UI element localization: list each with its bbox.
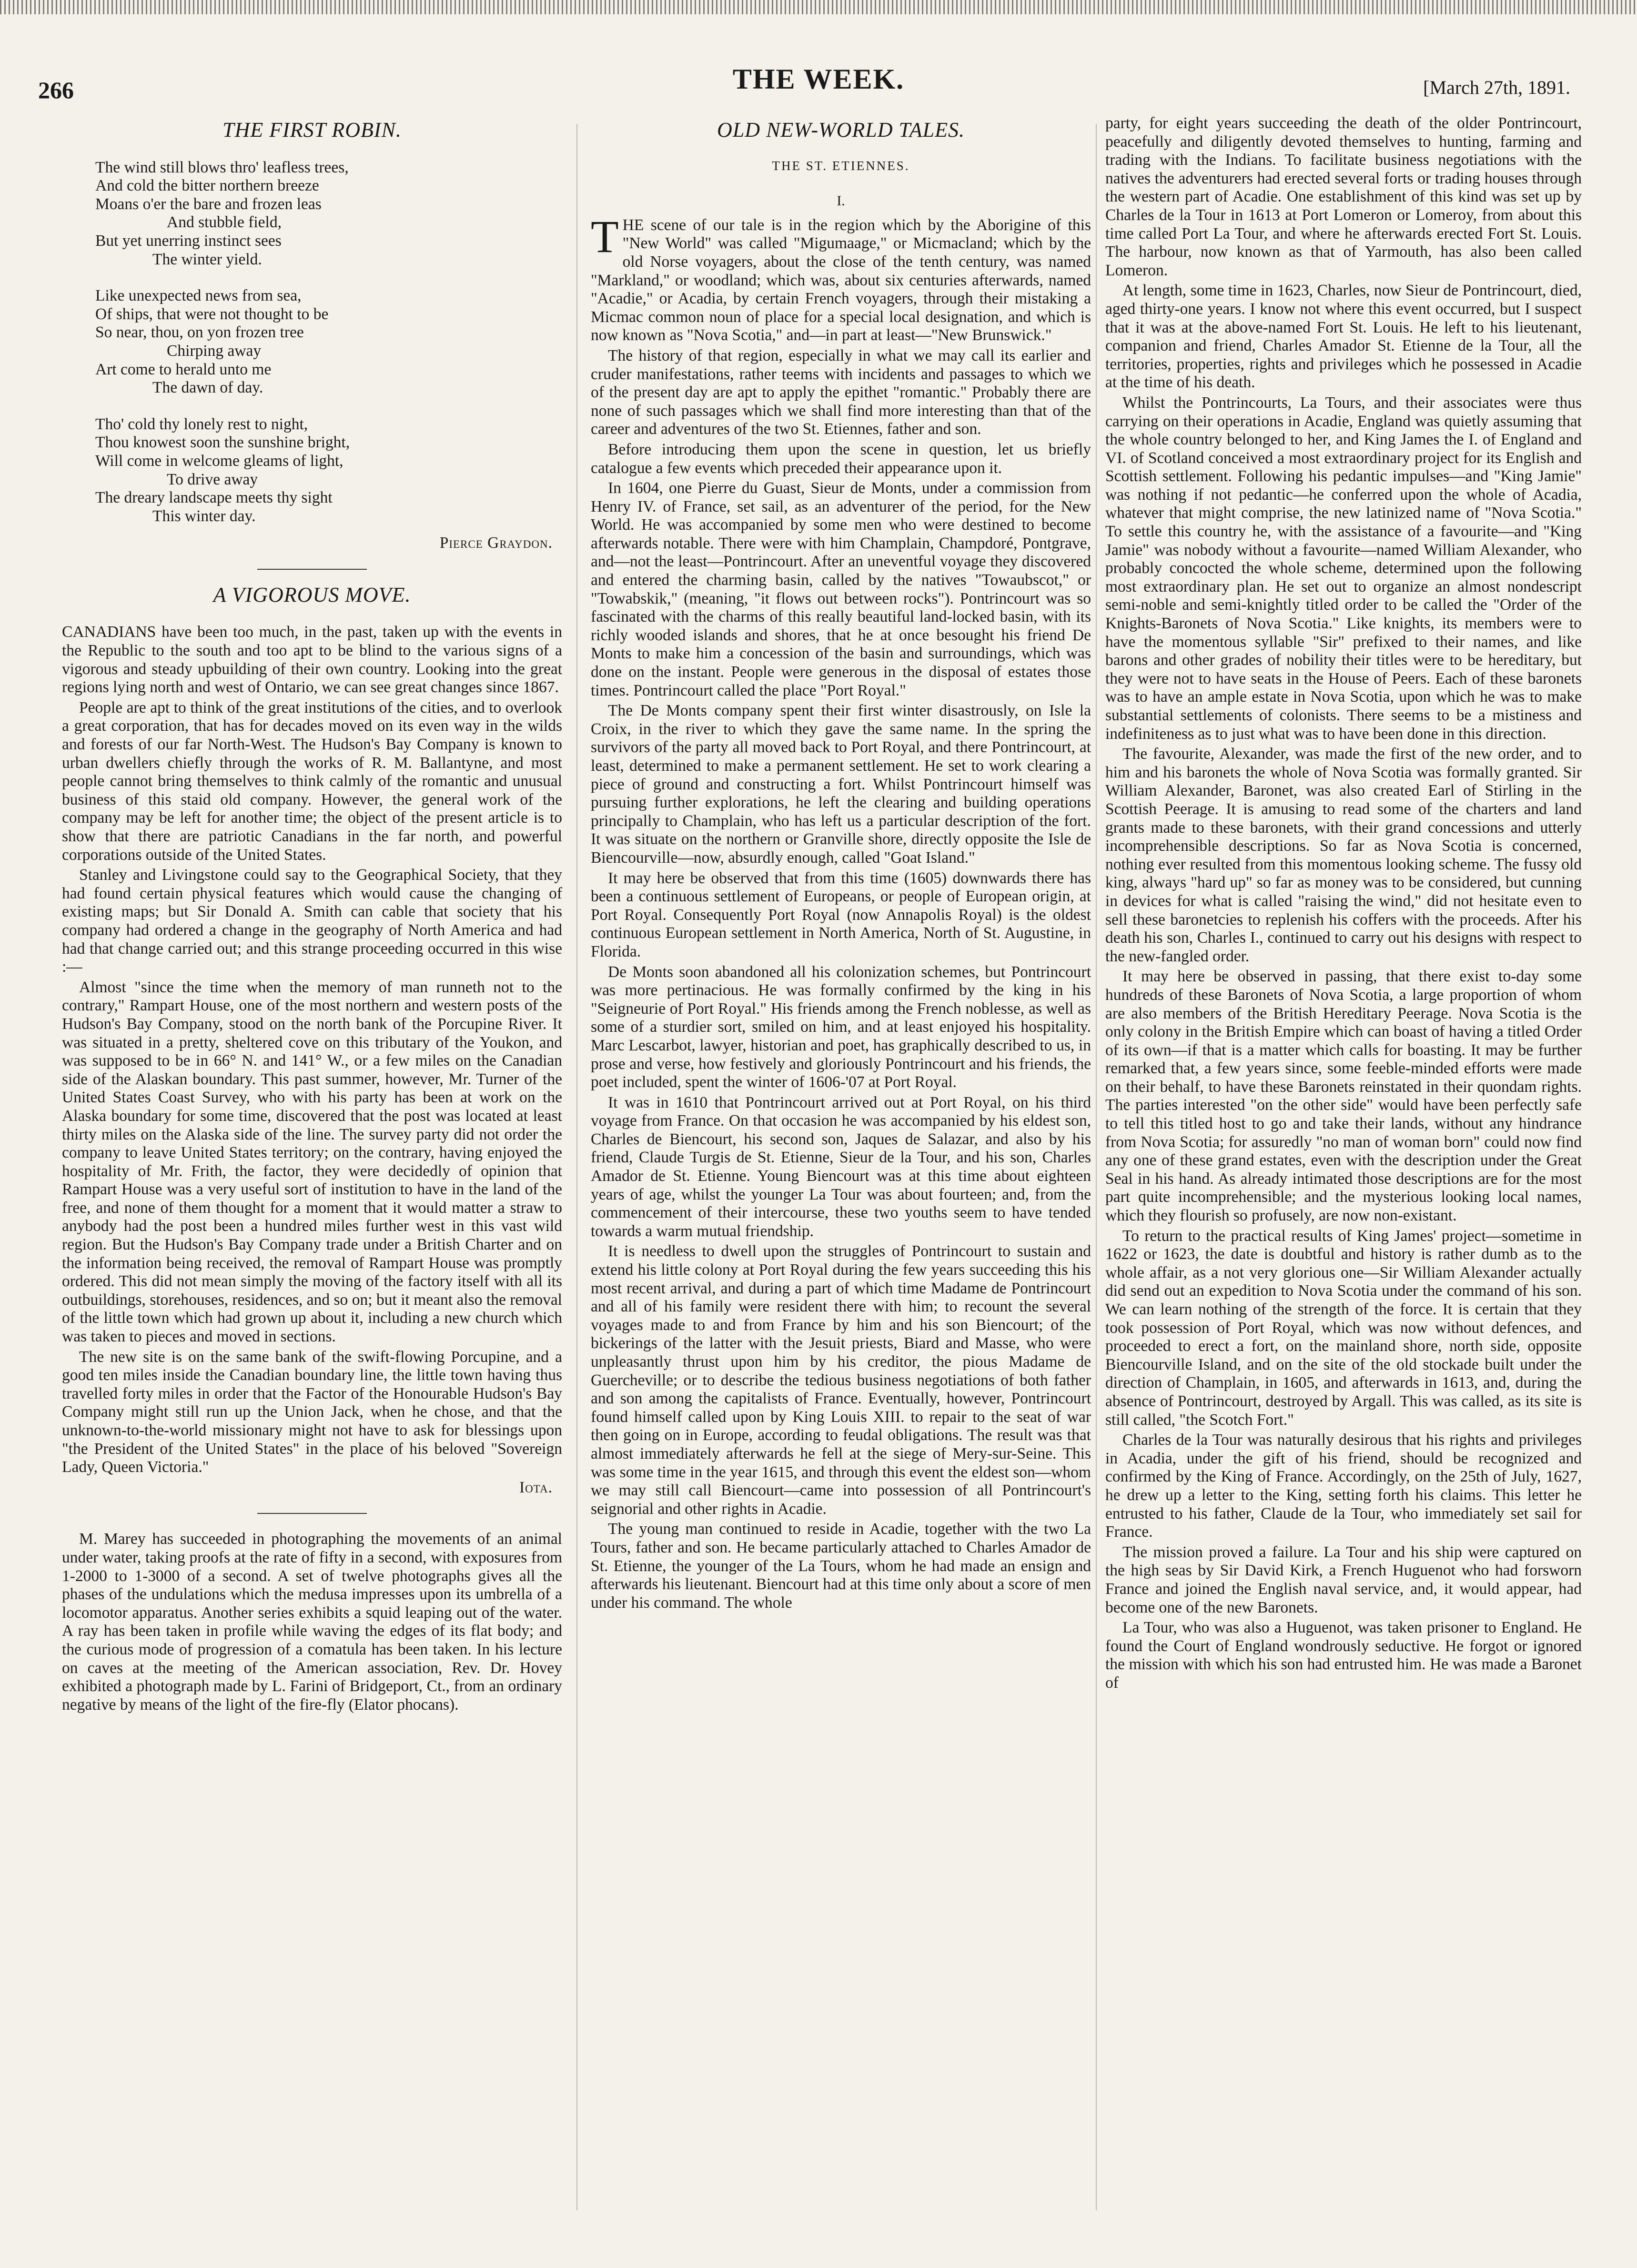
tales-paragraph: The mission proved a failure. La Tour and his ship were captured on the high seas by Sir David Kirk, a French Huguenot who had forsworn France and joined the English naval service, and, it would appear, had become one of the new Baronets. (1105, 1543, 1582, 1616)
poem-author: Pierce Graydon. (439, 534, 553, 552)
column-rule (576, 124, 577, 2210)
article-author: Iota. (519, 1478, 553, 1496)
section-number: I. (837, 193, 845, 209)
tales-paragraph: Before introducing them upon the scene in question, let us briefly catalogue a few events which preceded their appearance upon it. (591, 440, 1091, 477)
poem-stanza (95, 159, 562, 269)
page-number: 266 (38, 77, 74, 103)
tales-subtitle: THE ST. ETIENNES. (772, 158, 910, 173)
column-1 (62, 114, 562, 2220)
article-title: A VIGOROUS MOVE. (213, 583, 411, 606)
poem-line: So near, thou, on yon frozen tree (95, 323, 304, 342)
tales-paragraph: It may here be observed in passing, that there exist to-day some hundreds of these Baronets of Nova Scotia, a large proportion of whom are also members of the British Hereditary Peerage. Nova Scotia is the only colony in the British Empire which can boast of having a titled Order of its own—if that is a matter which calls for boasting. It may be further remarked that, a few years since, some feeble-minded efforts were made on their behalf, to have these Baronets reinstated in their quondam rights. The parties interested "on the other side" would have been perfectly safe to tell this titled host to go and take their lands, without any hindrance from Nova Scotia; for assuredly "no man of woman born" could now find any one of these grand estates, even with the description under the Great Seal in his hand. As already intimated those descriptions are for the most part quite incomprehensible; and the mysterious looking local names, which they flourish so profusely, are now non-existant. (1105, 968, 1582, 1225)
poem-stanza (95, 415, 562, 526)
tales-paragraph: It may here be observed that from this time (1605) downwards there has been a continuous settlement of Europeans, or people of European origin, at Port Royal. Consequently Port Royal (now Annapolis Royal) is the oldest continuous European settlement in North America, North of St. Augustine, in Florida. (591, 869, 1091, 960)
article-paragraph: Almost "since the time when the memory of man runneth not to the contrary," Rampart House, one of the most northern and western posts of the Hudson's Bay Company, stood on the north bank of the Porcupine River. It was situated in a pretty, sheltered cove on this tributary of the Youkon, and was supposed to be in 66° N. and 141° W., or a few miles on the Canadian side of the Alaskan boundary. This past summer, however, Mr. Turner of the United States Coast Survey, who with his party has been at work on the Alaska boundary for some time, discovered that the post was located at least thirty miles on the Alaska side of the line. The survey party did not order the company to leave United States territory; on the contrary, having enjoyed the hospitality of Mr. Frith, the factor, they were decidedly of opinion that Rampart House was a very useful sort of institution to have in the land of the free, and none of them thought for a moment that it would matter a straw to anybody had the post been a hundred miles further west in this vast wild region. But the Hudson's Bay Company trade under a British Charter and on the information being received, the removal of Rampart House was promptly ordered. This did not mean simply the moving of the factory itself with all its outbuildings, storehouses, residences, and so on; but it meant also the removal of the little town which had grown up about it, including a new church which was taken to pieces and moved in sections. (62, 978, 562, 1346)
tales-paragraph-text: HE scene of our tale is in the region which by the Aborigine of this "New World" was called "Migumaage," or Micmacland; which by the old Norse voyagers, about the close of the tenth century, was named "Markland," or woodland; which was, about six centuries afterwards, named "Acadie," or Acadia, by certain French voyagers, through their mistaking a Micmac common noun of place for a special local designation, and which is now known as "Nova Scotia," and—in part at least—"New Brunswick." (591, 216, 1091, 344)
poem-line: To drive away (167, 470, 258, 488)
issue-date: [March 27th, 1891. (1423, 77, 1570, 98)
tales-paragraph: La Tour, who was also a Huguenot, was taken prisoner to England. He found the Court of England wondrously seductive. He forgot or ignored the mission with which his son had entrusted him. He was made a Baronet of (1105, 1619, 1582, 1692)
tales-paragraph: It was in 1610 that Pontrincourt arrived out at Port Royal, on his third voyage from France. On that occasion he was accompanied by his eldest son, Charles de Biencourt, his second son, Jaques de Salazar, and also by his friend, Claude Turgis de St. Etienne, Sieur de la Tour, and his son, Charles Amador de St. Etienne. Young Biencourt was at this time about eighteen years of age, whilst the younger La Tour was about fourteen; and, from the commencement of their intercourse, these two youths seem to have tended towards a warm mutual friendship. (591, 1093, 1091, 1240)
drop-cap: T (591, 211, 619, 262)
tales-paragraph: De Monts soon abandoned all his colonization schemes, but Pontrincourt was more pertinacious. He was formally confirmed by the king in his "Seigneurie of Port Royal." His friends among the French noblesse, as well as some of a sturdier sort, smiled on him, and at least enjoyed his hospitality. Marc Lescarbot, lawyer, historian and poet, has graphically described to us, in prose and verse, how festively and gloriously Pontrincourt and his friends, the poet included, spent the winter of 1606-'07 at Port Royal. (591, 963, 1091, 1091)
poem-line: The winter yield. (152, 250, 262, 268)
tales-paragraph: party, for eight years succeeding the death of the older Pontrincourt, peacefully and diligently devoted themselves to hunting, farming and trading with the Indians. To facilitate business negotiations with the natives the adventurers had erected several forts or trading houses through the western part of Acadie. One establishment of this kind was set up by Charles de la Tour in 1613 at Port Lomeron or Lomeroy, from about this time called Port La Tour, and where he afterwards erected Fort St. Louis. The harbour, now known as that of Yarmouth, has also been called Lomeron. (1105, 114, 1582, 279)
poem-line: Moans o'er the bare and frozen leas (95, 195, 322, 213)
poem-line: Chirping away (167, 342, 262, 360)
tales-title: OLD NEW-WORLD TALES. (717, 118, 965, 141)
page-edge-band (0, 0, 1637, 14)
poem-line: The wind still blows thro' leafless trees, (95, 158, 349, 176)
poem-line: Like unexpected news from sea, (95, 287, 302, 305)
tales-paragraph: Charles de la Tour was naturally desirous that his rights and privileges in Acadia, under the gift of his friend, should be recognized and confirmed by the King of France. Accordingly, on the 25th of July, 1627, he drew up a letter to the King, setting forth his claims. This letter he entrusted to his father, Claude de la Tour, who immediately set sail for France. (1105, 1431, 1582, 1541)
poem-line: Thou knowest soon the sunshine bright, (95, 433, 350, 452)
tales-paragraph: The favourite, Alexander, was made the first of the new order, and to him and his baronets the whole of Nova Scotia was formally granted. Sir William Alexander, Baronet, was also created Earl of Stirling in the Scottish Peerage. It is amusing to read some of the charters and land grants made to these baronets, with their grand concessions and utterly incomprehensible descriptions. So far as Nova Scotia is concerned, nothing ever resulted from this momentous looking scheme. The fussy old king, always "hard up" so far as money was to be considered, but cunning in devices for what is called "raising the wind," did not hesitate even to sell these baronetcies to replenish his coffers with the proceeds. After his death his son, Charles I., continued to carry out his designs with respect to the new-fangled order. (1105, 745, 1582, 965)
article-paragraph: The new site is on the same bank of the swift-flowing Porcupine, and a good ten miles inside the Canadian boundary line, the little town having thus travelled forty miles in order that the Factor of the Honourable Hudson's Bay Company might still run up the Union Jack, when he chose, and that the unknown-to-the-world missionary might not have to ask for blessings upon "the President of the United States" in the place of his beloved "Sovereign Lady, Queen Victoria." (62, 1348, 562, 1476)
tales-paragraph: In 1604, one Pierre du Guast, Sieur de Monts, under a commission from Henry IV. of France, set sail, as an adventurer of the period, for the New World. He was accompanied by some men who were destined to become afterwards notable. There were with him Champlain, Champdoré, Pontgrave, and—not the least—Pontrincourt. After an uneventful voyage they discovered and entered the charming basin, called by the natives "Towaubscot," or "Towabskik," (meaning, "it flows out between rocks"). Pontrincourt was so fascinated with the charms of this really beautiful land-locked basin, with its richly wooded islands and shores, that he at once besought his friend De Monts to make him a concession of the basin and surroundings, which was done on the instant. People were generous in the disposal of estates those times. Pontrincourt called the place "Port Royal." (591, 479, 1091, 699)
poem-line: And cold the bitter northern breeze (95, 177, 319, 195)
tales-paragraph: The De Monts company spent their first winter disastrously, on Isle la Croix, in the river to which they gave the same name. In the spring the survivors of the party all moved back to Port Royal, and there Pontrincourt, at least, determined to make a permanent settlement. He set to work clearing a piece of ground and constructing a fort. Whilst Pontrincourt himself was pursuing further explorations, he left the clearing and building operations principally to Champlain, who has left us a particular description of the fort. It was situate on the northern or Granville shore, directly opposite the Isle de Biencourville—now, absurdly enough, called "Goat Island." (591, 702, 1091, 867)
poem (95, 159, 562, 526)
poem-line: But yet unerring instinct sees (95, 232, 282, 250)
tales-paragraph (591, 211, 1091, 345)
poem-line: And stubble field, (167, 213, 282, 232)
poem-title: THE FIRST ROBIN. (222, 118, 402, 141)
poem-stanza (95, 287, 562, 397)
poem-line: Of ships, that were not thought to be (95, 305, 329, 323)
article-paragraph: Stanley and Livingstone could say to the Geographical Society, that they had found certain physical features which would cause the changing of existing maps; but Sir Donald A. Smith can cable that society that his company had ordered a change in the geography of North America and had had that change carried out; and this strange proceeding occurred in this wise :— (62, 866, 562, 976)
column-3 (1105, 114, 1582, 2220)
poem-line: Tho' cold thy lonely rest to night, (95, 415, 308, 433)
poem-line: This winter day. (152, 507, 256, 525)
poem-line: Art come to herald unto me (95, 360, 272, 378)
tales-paragraph: The history of that region, especially in what we may call its earlier and cruder manifestations, rather teems with incidents and passages to which we of the present day are apt to apply the epithet "romantic." Probably there are none of such passages which we shall find more interesting than that of the career and adventures of the two St. Etiennes, father and son. (591, 346, 1091, 438)
tales-paragraph: The young man continued to reside in Acadie, together with the two La Tours, father and son. He became particularly attached to Charles Amador de St. Etienne, the younger of the La Tours, whom he had made an ensign and afterwards his lieutenant. Biencourt had at this time only about a score of men under his command. The whole (591, 1520, 1091, 1612)
tales-paragraph: It is needless to dwell upon the struggles of Pontrincourt to sustain and extend his little colony at Port Royal during the few years succeeding this his most recent arrival, and during a part of which time Madame de Pontrincourt and all of his family were resident there with him; to recount the several voyages made to and from France by him and his son Biencourt; of the bickerings of the latter with the Jesuit priests, Biard and Masse, who were unpleasantly thrust upon him by his creditor, the pious Madame de Guercheville; or to describe the tedious business negotiations of both father and son among the capitalists of France. Eventually, however, Pontrincourt found himself called upon by King Louis XIII. to repair to the seat of war then going on in Europe, according to feudal obligations. The result was that almost immediately afterwards he fell at the siege of Mery-sur-Seine. This was some time in the year 1615, and through this event the eldest son—whom we may still call Biencourt—came into possession of all Pontrincourt's seignorial and other rights in Acadie. (591, 1242, 1091, 1518)
tales-paragraph: Whilst the Pontrincourts, La Tours, and their associates were thus carrying on their operations in Acadie, England was quietly assuming that the whole country belonged to her, and King James the I. of England and VI. of Scotland conceived a most extraordinary project for its English and Scottish settlement. Following his pedantic impulses—and "King Jamie" was nothing if not pedantic—he conferred upon the whole of Acadia, whatever that might comprise, the new latinized name of "Nova Scotia." To settle this country he, with the assistance of a favourite—and "King Jamie" was nobody without a favourite—named William Alexander, who probably concocted the whole scheme, determined upon the following most extraordinary plan. He set out to organize an almost nondescript semi-noble and semi-knightly titled order to be called the "Order of the Knights-Baronets of Nova Scotia." Like knights, its members were to have the momentous syllable "Sir" prefixed to their names, and like barons and other grades of nobility their titles were to be hereditary, but they were not to have seats in the House of Peers. Each of these baronets was to have an ample estate in Nova Scotia, upon which he was to make substantial settlements of colonists. There seems to be a mistiness and indefiniteness as to just what was to have been done in this direction. (1105, 393, 1582, 743)
article-paragraph: CANADIANS have been too much, in the past, taken up with the events in the Republic to the south and too apt to be blind to the various signs of a vigorous and steady upbuilding of their own country. Looking into the great regions lying north and west of Ontario, we can see great changes since 1867. (62, 623, 562, 696)
column-rule (1096, 124, 1097, 2210)
column-2 (591, 114, 1091, 2220)
poem-line: The dawn of day. (152, 379, 263, 397)
tales-paragraph: To return to the practical results of King James' project—sometime in 1622 or 1623, the date is doubtful and history is rather dumb as to the whole affair, as a not very glorious one—Sir William Alexander actually did send out an expedition to Nova Scotia under the command of his son. We can learn nothing of the strength of the force. It is certain that they took possession of Port Royal, which was now without defences, and proceeded to erect a fort, on the mainland shore, north side, opposite Biencourville Island, and on the site of the old stockade built under the direction of Champlain, in 1605, and afterwards in 1613, and, during the absence of Pontrincourt, destroyed by Argall. This was called, as its site is still called, "the Scotch Fort." (1105, 1227, 1582, 1429)
section-separator (257, 569, 367, 570)
article-paragraph: People are apt to think of the great institutions of the cities, and to overlook a great corporation, that has for decades moved on its even way in the wilds and forests of our far North-West. The Hudson's Bay Company is known to urban dwellers chiefly through the works of R. M. Ballantyne, and most people cannot bring themselves to think calmly of the romantic and unusual business of this staid old company. However, the general work of the company may be left for another time; the object of the present article is to show that there are patriotic Canadians in the far north, and powerful corporations outside of the United States. (62, 698, 562, 864)
poem-line: The dreary landscape meets thy sight (95, 489, 333, 507)
poem-line: Will come in welcome gleams of light, (95, 452, 344, 470)
publication-title: THE WEEK. (732, 63, 905, 95)
science-note: M. Marey has succeeded in photographing the movements of an animal under water, taking proofs at the rate of fifty in a second, with exposures from 1-2000 to 1-3000 of a second. A set of twelve photographs gives all the phases of the undulations which the medusa impresses upon its umbrella of a locomotor apparatus. Another series exhibits a squid leaping out of the water. A ray has been taken in profile while waving the edges of its flat body; and the curious mode of progression of a comatula has been taken. In his lecture on caves at the meeting of the American association, Rev. Dr. Hovey exhibited a photograph made by L. Farini of Bridgeport, Ct., from an ordinary negative by means of the light of the fire-fly (Elator phocans). (62, 1530, 562, 1714)
tales-paragraph: At length, some time in 1623, Charles, now Sieur de Pontrincourt, died, aged thirty-one years. I know not where this event occurred, but I suspect that it was at the above-named Fort St. Louis. He left to his lieutenant, companion and friend, Charles Amador St. Etienne de la Tour, all the territories, properties, rights and privileges which he possessed in Acadie at the time of his death. (1105, 282, 1582, 392)
section-separator (257, 1513, 367, 1514)
